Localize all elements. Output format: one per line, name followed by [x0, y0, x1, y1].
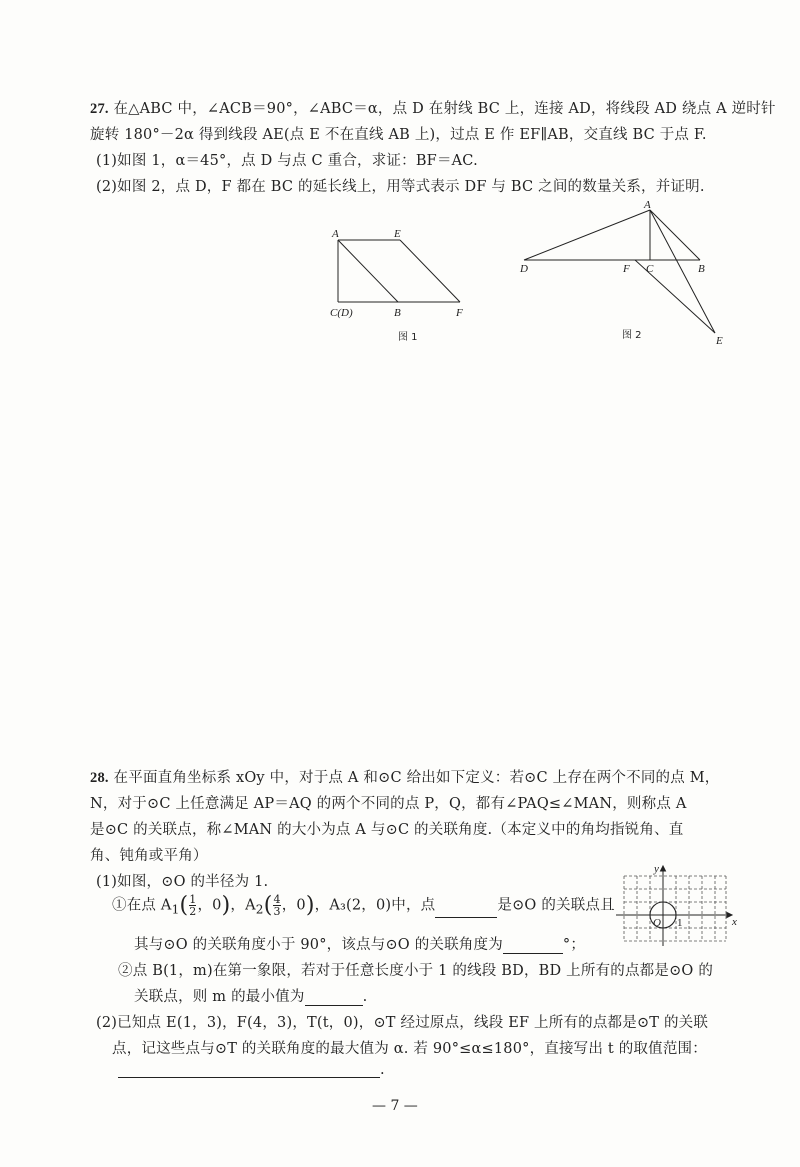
origin-label: O [653, 917, 661, 929]
fig2-label-E: E [716, 335, 723, 347]
fig2-seg-AB [650, 210, 700, 260]
fig1-label-E: E [394, 228, 401, 240]
q28-line2: N，对于⊙C 上任意满足 AP＝AQ 的两个不同的点 P，Q，都有∠PAQ≤∠MAN，则称点 A [90, 796, 687, 812]
answer-blank-4[interactable] [118, 1063, 380, 1078]
fig1-caption: 图 1 [398, 332, 418, 343]
fig2-seg-AD [524, 210, 650, 260]
unit-label: 1 [677, 917, 683, 929]
q28-sub2-line2: 关联点，则 m 的最小值为 . [134, 989, 368, 1005]
fraction-a1: $\frac{1}{2}$ [189, 893, 197, 918]
q27-number: 27. [90, 101, 109, 117]
fig2-label-B: B [698, 263, 705, 275]
fig2-seg-AE [650, 210, 715, 333]
y-axis-arrow [661, 866, 666, 871]
fig1-seg-AB [338, 240, 398, 302]
fraction-a2: $\frac{4}{3}$ [273, 893, 281, 918]
fig1-label-CD: C(D) [330, 307, 353, 319]
fig2-label-C: C [646, 263, 654, 275]
q27-line2: 旋转 180°－2α 得到线段 AE(点 E 不在直线 AB 上)，过点 E 作 EF∥AB，交直线 BC 于点 F. [90, 127, 707, 143]
q28-part2-answer: . [118, 1062, 385, 1078]
answer-blank-2[interactable] [503, 939, 563, 954]
q28-sub1-line2: 其与⊙O 的关联角度小于 90°，该点与⊙O 的关联角度为 °； [134, 937, 586, 953]
answer-blank-1[interactable] [435, 903, 497, 918]
q27-part1: (1)如图 1，α＝45°，点 D 与点 C 重合，求证：BF＝AC. [96, 153, 478, 169]
coordinate-grid-figure [610, 862, 740, 950]
figure-2 [510, 198, 740, 348]
q28-sub2-line1: ②点 B(1，m)在第一象限，若对于任意长度小于 1 的线段 BD，BD 上所有的点都是⊙O 的 [118, 963, 714, 979]
q28-sub1-line1: ①在点 $A_1$( $\frac{1}{2}$ ，0)，$A_2$( $\frac{4}{3}$ ，0)，A₃(2，0)中，点 是⊙O 的关联点且 [112, 893, 615, 918]
answer-blank-3[interactable] [305, 991, 363, 1006]
q28-part1-intro: (1)如图，⊙O 的半径为 1. [96, 874, 269, 890]
page-number: — 7 — [372, 1098, 418, 1114]
fig2-label-D: D [520, 263, 528, 275]
q28-number: 28. [90, 770, 109, 786]
fig2-label-A: A [644, 199, 651, 211]
fig2-caption: 图 2 [622, 330, 642, 341]
q27-part2: (2)如图 2，点 D，F 都在 BC 的延长线上，用等式表示 DF 与 BC 之间的数量关系，并证明. [96, 179, 705, 195]
q28-line3: 是⊙C 的关联点，称∠MAN 的大小为点 A 与⊙C 的关联角度.（本定义中的角均指锐角、直 [90, 822, 684, 838]
fig1-label-F: F [456, 307, 463, 319]
q27-line1: 27. 在△ABC 中，∠ACB＝90°，∠ABC＝α，点 D 在射线 BC 上，连接 AD，将线段 AD 绕点 A 逆时针 [90, 101, 776, 117]
q28-line4: 角、钝角或平角） [90, 848, 208, 864]
x-axis-label: x [732, 916, 737, 928]
q28-part2-line2: 点，记这些点与⊙T 的关联角度的最大值为 α. 若 90°≤α≤180°，直接写出 t 的取值范围： [112, 1041, 707, 1057]
fig2-label-F: F [623, 263, 630, 275]
grid-lines [624, 876, 726, 941]
y-axis-label: y [654, 863, 659, 875]
figure-1 [320, 222, 480, 347]
q28-part2-line1: (2)已知点 E(1，3)，F(4，3)，T(t，0)，⊙T 经过原点，线段 EF 上所有的点都是⊙T 的关联 [96, 1015, 709, 1031]
fig1-seg-EF [400, 240, 460, 302]
fig1-label-A: A [332, 228, 339, 240]
fig1-label-B: B [394, 307, 401, 319]
q28-line1: 28. 在平面直角坐标系 xOy 中，对于点 A 和⊙C 给出如下定义：若⊙C 上存在两个不同的点 M， [90, 770, 720, 786]
